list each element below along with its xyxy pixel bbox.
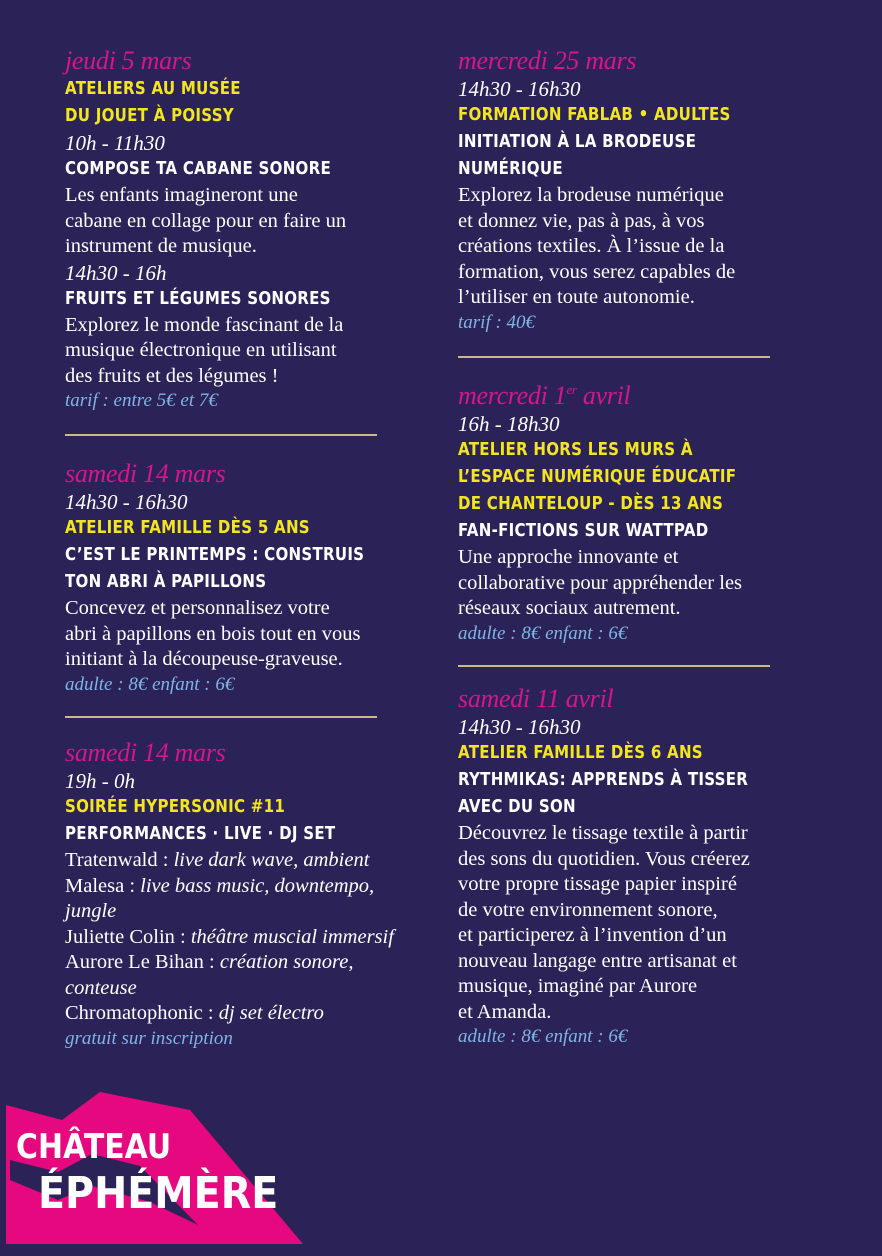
event-category: SOIRÉE HYPERSONIC #11	[65, 797, 286, 817]
event-title: FRUITS ET LÉGUMES SONORES	[65, 288, 331, 309]
event-time: 19h - 0h	[65, 769, 135, 793]
event-description: et donnez vie, pas à pas, à vos	[458, 209, 705, 232]
lineup-genre: dj set électro	[218, 1002, 324, 1024]
lineup-artist: Chromatophonic :	[65, 1002, 219, 1024]
logo-line-2: ÉPHÉMÈRE	[38, 1168, 279, 1219]
lineup-item	[65, 976, 394, 1002]
event-description: initiant à la découpeuse-graveuse.	[65, 648, 343, 670]
event-title: TON ABRI À PAPILLONS	[65, 572, 267, 592]
event-title: INITIATION À LA BRODEUSE	[458, 132, 697, 152]
event-description: créations textiles. À l’issue de la	[458, 235, 725, 257]
event-description: l’utiliser en toute autonomie.	[458, 286, 695, 308]
lineup-genre: live bass music, downtempo,	[140, 874, 375, 897]
divider	[458, 356, 770, 358]
divider	[65, 716, 377, 718]
date-text: mercredi 1	[458, 381, 567, 410]
event-description: réseaux sociaux autrement.	[458, 597, 681, 619]
event-category: DU JOUET À POISSY	[65, 106, 234, 126]
event-category: L’ESPACE NUMÉRIQUE ÉDUCATIF	[458, 467, 737, 487]
date-text: avril	[576, 381, 631, 410]
event-description: formation, vous serez capables de	[458, 260, 736, 283]
event-description: musique électronique en utilisant	[65, 339, 337, 361]
event-samedi-11-avril	[458, 684, 795, 1049]
event-description: de votre environnement sonore,	[458, 898, 718, 921]
event-price: tarif : 40€	[458, 311, 536, 333]
lineup-artist: Aurore Le Bihan :	[65, 951, 220, 973]
event-title: RYTHMIKAS: APPRENDS À TISSER	[458, 770, 749, 790]
event-price: adulte : 8€ enfant : 6€	[65, 673, 235, 695]
event-description: abri à papillons en bois tout en vous	[65, 622, 361, 645]
event-title: C’EST LE PRINTEMPS : CONSTRUIS	[65, 545, 365, 565]
event-category: ATELIER FAMILLE DÈS 6 ANS	[458, 743, 703, 763]
event-description: collaborative pour appréhender les	[458, 571, 743, 594]
event-mercredi-1er-avril	[458, 381, 782, 646]
event-date: mercredi 25 mars	[458, 46, 637, 75]
event-date: samedi 14 mars	[65, 738, 226, 767]
event-category: ATELIERS AU MUSÉE	[65, 79, 241, 99]
event-title: COMPOSE TA CABANE SONORE	[65, 159, 331, 179]
event-samedi-14-mars-atelier	[65, 459, 413, 697]
event-title: PERFORMANCES · LIVE · DJ SET	[65, 824, 336, 844]
divider	[458, 665, 770, 667]
event-category: FORMATION FABLAB • ADULTES	[458, 105, 731, 125]
event-price: adulte : 8€ enfant : 6€	[458, 1026, 628, 1047]
event-description: nouveau langage entre artisanat et	[458, 949, 737, 972]
event-mercredi-25-mars	[458, 46, 775, 335]
lineup-genre: live dark wave, ambient	[173, 849, 370, 871]
event-date: jeudi 5 mars	[65, 46, 192, 75]
event-description: des sons du quotidien. Vous créerez	[458, 847, 750, 870]
lineup-genre: création sonore,	[219, 951, 354, 973]
event-time: 10h - 11h30	[65, 131, 165, 155]
event-title: FAN-FICTIONS SUR WATTPAD	[458, 521, 709, 541]
event-price: gratuit sur inscription	[65, 1027, 233, 1049]
event-category: ATELIER HORS LES MURS À	[458, 440, 693, 460]
lineup-genre: jungle	[65, 900, 117, 922]
lineup-artist: Tratenwald :	[65, 849, 174, 871]
event-category: ATELIER FAMILLE DÈS 5 ANS	[65, 518, 310, 538]
event-date: samedi 14 mars	[65, 459, 226, 488]
event-jeudi-5-mars	[65, 46, 374, 413]
lineup-item	[65, 925, 394, 951]
event-category: DE CHANTELOUP - DÈS 13 ANS	[458, 494, 724, 514]
event-description: musique, imaginé par Aurore	[458, 975, 698, 997]
lineup-genre: théâtre muscial immersif	[190, 925, 394, 948]
logo-line-1: CHÂTEAU	[16, 1127, 172, 1167]
lineup-genre: conteuse	[65, 976, 137, 999]
event-description: cabane en collage pour en faire un	[65, 209, 347, 232]
lineup-item	[65, 899, 394, 925]
divider	[65, 434, 377, 436]
event-description: Explorez la brodeuse numérique	[458, 184, 724, 206]
chateau-ephemere-logo	[0, 1080, 320, 1252]
event-description: des fruits et des légumes !	[65, 364, 279, 387]
event-description: instrument de musique.	[65, 235, 257, 257]
event-price: tarif : entre 5€ et 7€	[65, 390, 218, 411]
lineup-item	[65, 950, 394, 976]
event-title: NUMÉRIQUE	[458, 159, 563, 179]
event-date	[458, 381, 782, 411]
event-time: 14h30 - 16h30	[458, 715, 581, 739]
event-description: Découvrez le tissage textile à partir	[458, 822, 748, 844]
event-samedi-14-mars-soiree	[65, 738, 394, 1051]
lineup-artist: Malesa :	[65, 874, 141, 897]
event-description: Les enfants imagineront une	[65, 184, 298, 206]
lineup-artist: Juliette Colin :	[65, 925, 191, 948]
date-ordinal: er	[566, 382, 577, 397]
event-time: 16h - 18h30	[458, 412, 560, 436]
lineup-item	[65, 874, 394, 900]
event-time: 14h30 - 16h30	[65, 490, 188, 514]
event-description: Une approche innovante et	[458, 546, 679, 568]
event-description: Explorez le monde fascinant de la	[65, 313, 344, 336]
event-time: 14h30 - 16h	[65, 260, 167, 285]
event-time: 14h30 - 16h30	[458, 77, 581, 101]
event-date: samedi 11 avril	[458, 684, 614, 713]
event-description: Concevez et personnalisez votre	[65, 597, 330, 619]
event-price: adulte : 8€ enfant : 6€	[458, 622, 628, 644]
event-title: AVEC DU SON	[458, 797, 576, 817]
event-description: votre propre tissage papier inspiré	[458, 873, 737, 895]
lineup-item	[65, 848, 394, 874]
event-description: et Amanda.	[458, 1000, 552, 1023]
lineup-item	[65, 1001, 394, 1027]
event-description: et participerez à l’invention d’un	[458, 924, 727, 946]
